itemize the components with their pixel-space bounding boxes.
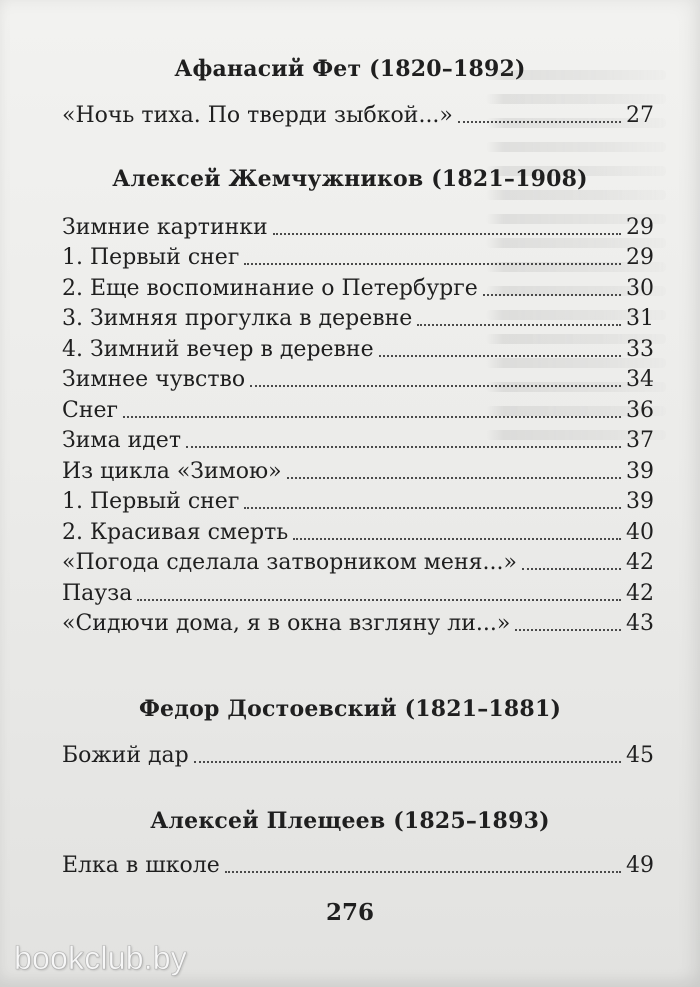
section-title-pleshcheev: Алексей Плещеев (1825–1893)	[150, 808, 550, 834]
toc-entry[interactable]	[62, 361, 654, 392]
dot-leader	[244, 263, 621, 265]
dot-leader	[293, 538, 621, 540]
toc-entry[interactable]	[62, 574, 654, 605]
entry-page-number: 36	[626, 397, 654, 423]
dot-leader	[123, 416, 621, 418]
entry-page-number: 29	[626, 245, 654, 270]
toc-entry[interactable]	[62, 513, 654, 544]
entry-title: «Ночь тиха. По тверди зыбкой...»	[62, 102, 453, 128]
dot-leader	[186, 446, 621, 448]
toc-entry[interactable]	[62, 300, 654, 331]
entry-title: «Сидючи дома, я в окна взгляну ли...»	[62, 611, 511, 636]
section-title-zhemchuzhnikov: Алексей Жемчужников (1821–1908)	[112, 166, 588, 192]
toc-entry[interactable]	[62, 605, 654, 636]
dot-leader	[417, 324, 621, 326]
entry-page-number: 27	[626, 102, 654, 128]
entry-page-number: 42	[626, 580, 654, 606]
toc-list-fet	[62, 96, 654, 127]
entry-title: Зима идет	[62, 428, 181, 453]
entry-title: Елка в школе	[62, 852, 220, 878]
dot-leader	[225, 871, 621, 873]
entry-page-number: 39	[626, 458, 654, 484]
entry-page-number: 31	[626, 306, 654, 331]
page-number: 276	[325, 899, 374, 926]
toc-list-pleshcheev	[62, 846, 654, 877]
toc-entry[interactable]	[62, 483, 654, 514]
toc-entry[interactable]	[62, 330, 654, 361]
entry-page-number: 34	[626, 367, 654, 392]
dot-leader	[273, 233, 621, 235]
entry-title: «Погода сделала затворником меня...»	[62, 550, 517, 575]
entry-title: 4. Зимний вечер в деревне	[62, 336, 374, 362]
entry-title: Зимние картинки	[62, 214, 268, 240]
dot-leader	[244, 507, 621, 509]
toc-entry[interactable]	[62, 96, 654, 127]
entry-page-number: 40	[626, 519, 654, 545]
toc-entry[interactable]	[62, 544, 654, 575]
section-title-fet: Афанасий Фет (1820–1892)	[174, 56, 526, 82]
toc-entry[interactable]	[62, 846, 654, 877]
entry-title: 1. Первый снег	[62, 245, 240, 270]
section-title-dostoevsky: Федор Достоевский (1821–1881)	[138, 696, 562, 722]
entry-page-number: 39	[626, 489, 654, 514]
entry-page-number: 29	[626, 214, 654, 240]
dot-leader	[250, 385, 621, 387]
entry-page-number: 42	[626, 550, 654, 575]
entry-title: Зимнее чувство	[62, 367, 246, 392]
toc-entry[interactable]	[62, 208, 654, 239]
toc-entry[interactable]	[62, 422, 654, 453]
entry-title: Пауза	[62, 580, 133, 606]
toc-entry[interactable]	[62, 269, 654, 300]
toc-entry[interactable]	[62, 452, 654, 483]
entry-page-number: 33	[626, 336, 654, 362]
dot-leader	[458, 121, 621, 123]
entry-page-number: 37	[626, 428, 654, 453]
dot-leader	[483, 294, 621, 296]
dot-leader	[379, 355, 621, 357]
entry-page-number: 43	[626, 611, 654, 636]
entry-page-number: 30	[626, 275, 654, 301]
toc-entry[interactable]	[62, 736, 654, 767]
toc-entry[interactable]	[62, 239, 654, 270]
dot-leader	[137, 599, 621, 601]
entry-page-number: 49	[626, 852, 654, 878]
toc-list-dostoevsky	[62, 736, 654, 767]
entry-title: 2. Еще воспоминание о Петербурге	[62, 275, 478, 301]
toc-list-zhemchuzhnikov	[62, 208, 654, 635]
entry-page-number: 45	[626, 742, 654, 768]
entry-title: 3. Зимняя прогулка в деревне	[62, 306, 413, 331]
entry-title: 2. Красивая смерть	[62, 519, 289, 545]
entry-title: Из цикла «Зимою»	[62, 458, 282, 484]
entry-title: Божий дар	[62, 742, 189, 768]
dot-leader	[194, 761, 621, 763]
watermark-text: bookclub.by	[14, 940, 187, 976]
dot-leader	[522, 568, 621, 570]
toc-entry[interactable]	[62, 391, 654, 422]
entry-title: 1. Первый снег	[62, 489, 240, 514]
entry-title: Снег	[62, 397, 119, 423]
dot-leader	[515, 629, 621, 631]
dot-leader	[287, 477, 621, 479]
